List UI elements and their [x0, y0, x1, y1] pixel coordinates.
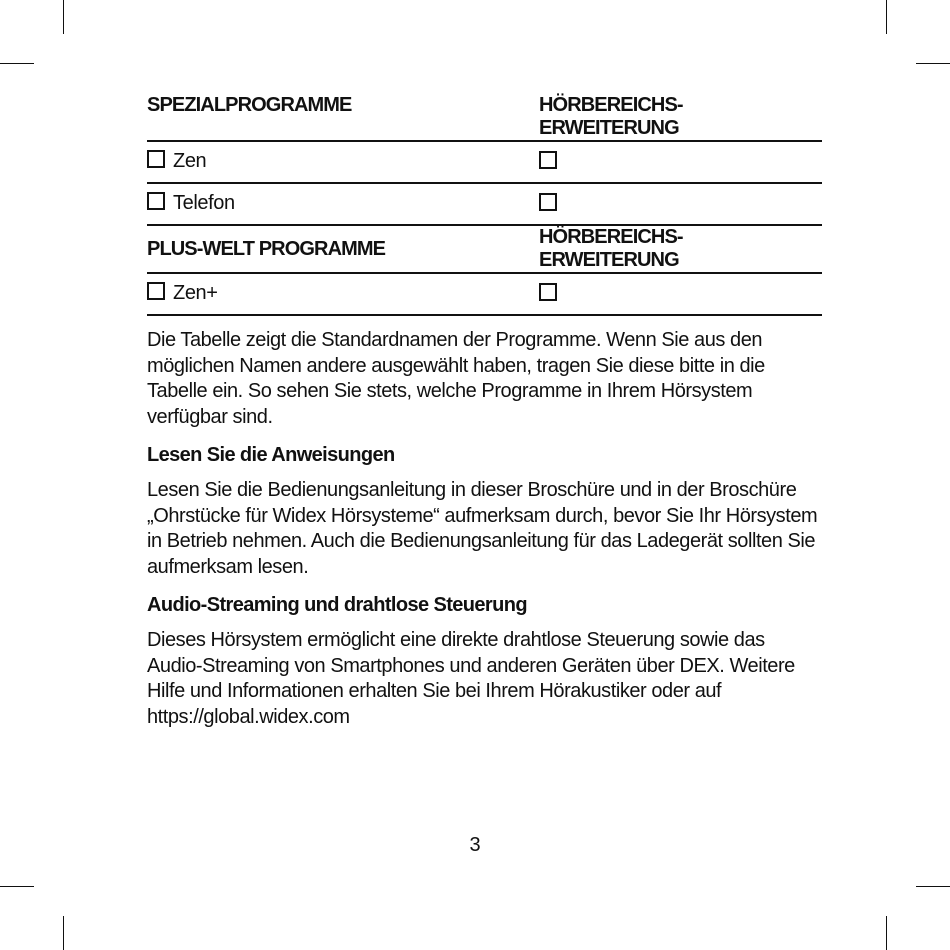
header-plus-world-programs: PLUS-WELT PROGRAMME	[147, 225, 539, 273]
checkbox-icon[interactable]	[147, 282, 165, 300]
table-header-row	[147, 225, 822, 273]
crop-mark-top-left-horizontal	[0, 63, 34, 64]
section-heading-streaming: Audio-Streaming und drahtlose Steuerung	[147, 594, 527, 616]
program-label-zen: Zen	[173, 150, 207, 173]
extension-cell	[539, 141, 822, 183]
checkbox-icon[interactable]	[147, 150, 165, 168]
crop-mark-top-right-horizontal	[916, 63, 950, 64]
program-label-zen-plus: Zen+	[173, 282, 218, 305]
program-cell	[147, 183, 539, 225]
table-row	[147, 273, 822, 315]
checkbox-icon[interactable]	[539, 193, 557, 211]
crop-mark-top-left-vertical	[63, 0, 64, 34]
section-heading-instructions: Lesen Sie die Anweisungen	[147, 444, 395, 466]
streaming-paragraph: Dieses Hörsystem ermöglicht eine direkte drahtlose Steuerung sowie das Audio-Streaming von Smartphones und anderen Geräten über DEX. Weitere Hilfe und Informationen erhalten Sie bei Ihrem Hörakustiker oder auf https://global.widex.com	[147, 629, 795, 728]
intro-paragraph: Die Tabelle zeigt die Standardnamen der Programme. Wenn Sie aus den möglichen Namen andere ausgewählt haben, tragen Sie diese bitte in die Tabelle ein. So sehen Sie stets, welche Programme in Ihrem Hörsystem verfügbar sind.	[147, 329, 765, 428]
table-row	[147, 183, 822, 225]
extension-cell	[539, 183, 822, 225]
instructions-paragraph: Lesen Sie die Bedienungsanleitung in dieser Broschüre und in der Broschüre „Ohrstücke für Widex Hörsysteme“ aufmerksam durch, bevor Sie Ihr Hörsystem in Betrieb nehmen. Auch die Bedienungsanleitung für das Ladegerät sollten Sie aufmerksam lesen.	[147, 479, 818, 578]
crop-mark-bottom-left-horizontal	[0, 886, 34, 887]
header-frequency-extension: HÖRBEREICHS-ERWEITERUNG	[539, 92, 822, 141]
program-cell	[147, 141, 539, 183]
checkbox-icon[interactable]	[147, 192, 165, 210]
crop-mark-top-right-vertical	[886, 0, 887, 34]
header-frequency-extension: HÖRBEREICHS-ERWEITERUNG	[539, 225, 822, 273]
page-content	[147, 92, 822, 730]
table-row	[147, 141, 822, 183]
program-cell	[147, 273, 539, 315]
checkbox-icon[interactable]	[539, 283, 557, 301]
crop-mark-bottom-right-vertical	[886, 916, 887, 950]
extension-cell	[539, 273, 822, 315]
program-label-telefon: Telefon	[173, 192, 235, 215]
program-table	[147, 92, 822, 316]
checkbox-icon[interactable]	[539, 151, 557, 169]
crop-mark-bottom-left-vertical	[63, 916, 64, 950]
table-header-row	[147, 92, 822, 141]
page-number: 3	[469, 834, 481, 856]
crop-mark-bottom-right-horizontal	[916, 886, 950, 887]
header-special-programs: SPEZIALPROGRAMME	[147, 92, 539, 141]
